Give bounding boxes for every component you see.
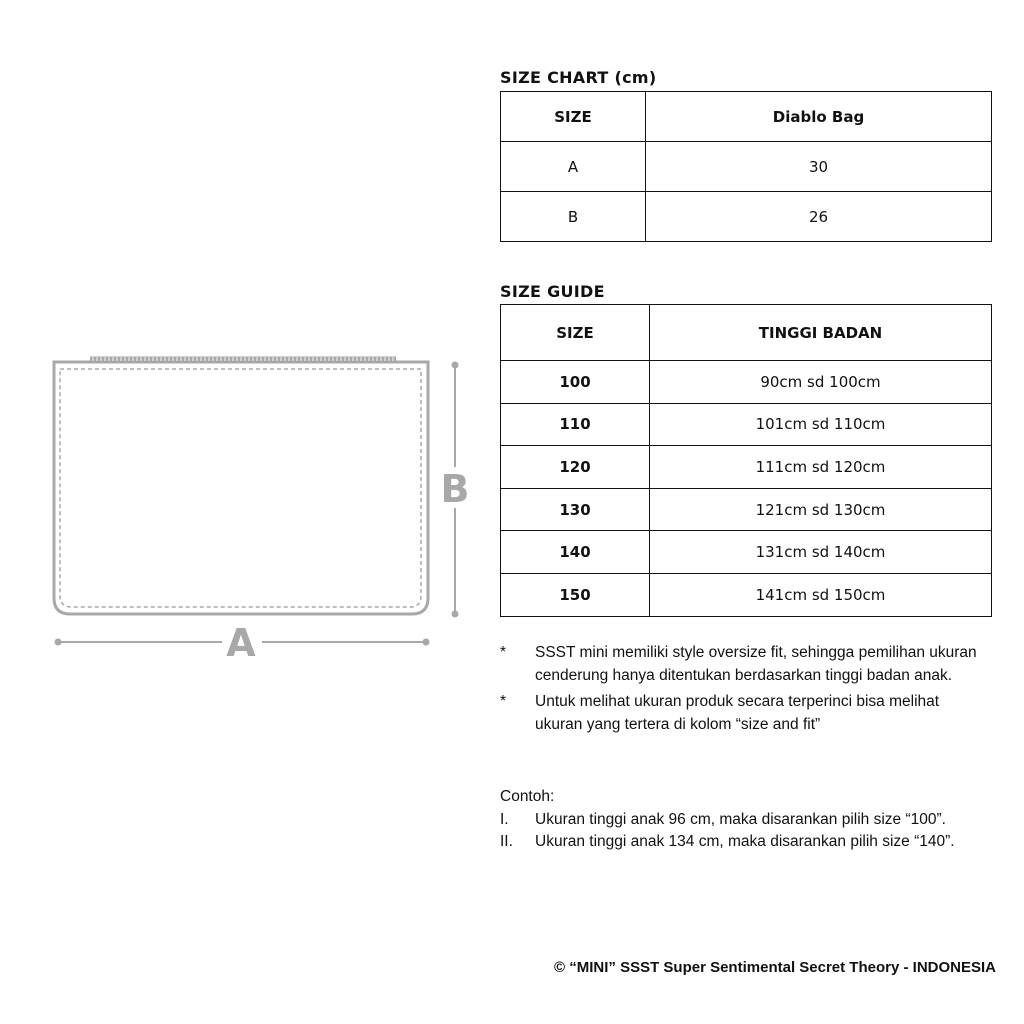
size-guide-cell-height: 101cm sd 110cm — [650, 403, 992, 446]
table-row — [501, 531, 992, 574]
bag-stitch-line — [60, 369, 421, 607]
zipper-teeth — [90, 356, 396, 360]
size-guide-cell-height: 141cm sd 150cm — [650, 573, 992, 616]
bag-diagram — [40, 340, 480, 670]
size-chart-cell-size: B — [501, 192, 646, 242]
size-guide-cell-height: 90cm sd 100cm — [650, 361, 992, 404]
size-guide-cell-height: 111cm sd 120cm — [650, 446, 992, 489]
table-row — [501, 361, 992, 404]
size-chart-header-row — [501, 92, 992, 142]
size-chart-cell-value: 26 — [646, 192, 992, 242]
size-chart-cell-size: A — [501, 142, 646, 192]
dimension-a-label: A — [226, 621, 256, 665]
note-text: SSST mini memiliki style oversize fit, sehingga pemilihan ukuran cenderung hanya ditentukan berdasarkan tinggi badan anak. — [535, 644, 977, 684]
size-guide-cell-size: 150 — [501, 573, 650, 616]
size-chart-header-size: SIZE — [501, 92, 646, 142]
list-item — [500, 642, 1000, 687]
table-row — [501, 192, 992, 242]
size-guide-header-row — [501, 305, 992, 361]
bag-outline-drawing — [40, 340, 480, 670]
table-row — [501, 142, 992, 192]
size-guide-title: SIZE GUIDE — [500, 282, 605, 301]
size-guide-header-size: SIZE — [501, 305, 650, 361]
example-text: Ukuran tinggi anak 134 cm, maka disarankan pilih size “140”. — [535, 833, 955, 850]
size-chart-cell-value: 30 — [646, 142, 992, 192]
size-guide-cell-size: 130 — [501, 488, 650, 531]
example-numeral: II. — [500, 833, 513, 850]
table-row — [501, 403, 992, 446]
copyright-footer: © “MINI” SSST Super Sentimental Secret Theory - INDONESIA — [554, 959, 996, 976]
note-bullet: * — [500, 693, 507, 710]
size-guide-header-height: TINGGI BADAN — [650, 305, 992, 361]
table-row — [501, 573, 992, 616]
examples-title: Contoh: — [500, 788, 555, 805]
size-chart-title: SIZE CHART (cm) — [500, 68, 657, 87]
size-chart-table — [500, 91, 992, 242]
size-guide-cell-size: 140 — [501, 531, 650, 574]
notes-list — [500, 642, 1000, 740]
list-item — [500, 691, 1000, 736]
table-row — [501, 488, 992, 531]
table-row — [501, 446, 992, 489]
list-item — [500, 809, 1010, 832]
size-guide-cell-size: 100 — [501, 361, 650, 404]
list-item — [500, 831, 1010, 854]
size-guide-cell-size: 120 — [501, 446, 650, 489]
size-guide-cell-size: 110 — [501, 403, 650, 446]
size-chart-header-product: Diablo Bag — [646, 92, 992, 142]
note-bullet: * — [500, 644, 507, 661]
example-text: Ukuran tinggi anak 96 cm, maka disarankan pilih size “100”. — [535, 810, 946, 828]
dimension-b-label: B — [440, 467, 470, 511]
example-numeral: I. — [500, 810, 509, 828]
note-text: Untuk melihat ukuran produk secara terperinci bisa melihat ukuran yang tertera di kolom “size and fit” — [535, 693, 940, 733]
size-guide-cell-height: 131cm sd 140cm — [650, 531, 992, 574]
bag-outer-outline — [54, 362, 428, 614]
size-guide-table — [500, 304, 992, 617]
size-guide-cell-height: 121cm sd 130cm — [650, 488, 992, 531]
examples-block — [500, 786, 1010, 854]
